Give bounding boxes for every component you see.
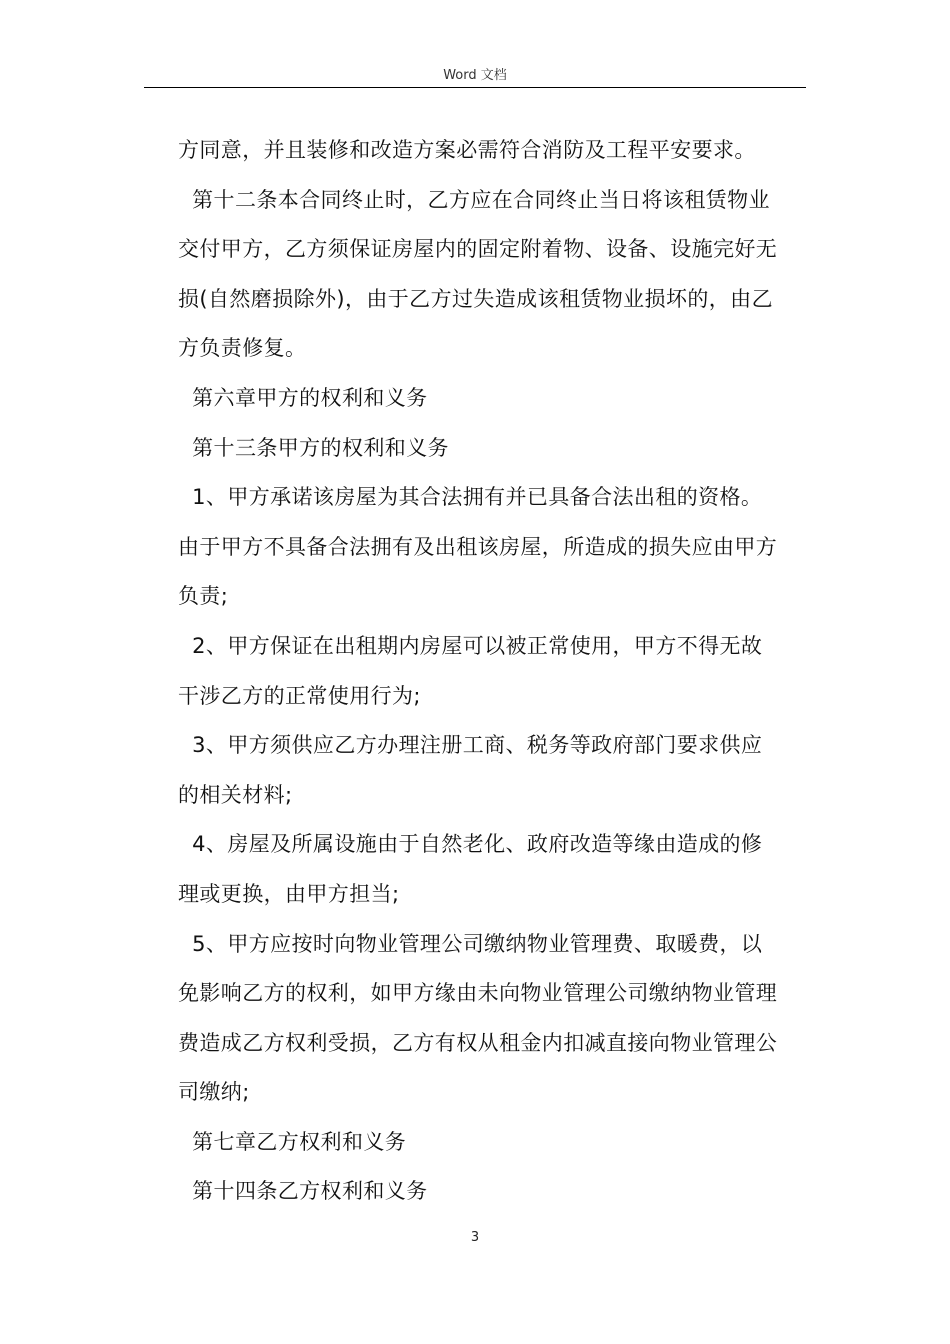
text-line: 的相关材料; — [178, 782, 293, 807]
text-line: 交付甲方，乙方须保证房屋内的固定附着物、设备、设施完好无 — [178, 237, 778, 262]
text-line: 理或更换，由甲方担当; — [178, 881, 400, 906]
text-line: 方同意，并且装修和改造方案必需符合消防及工程平安要求。 — [178, 138, 756, 162]
text-line: 由于甲方不具备合法拥有及出租该房屋，所造成的损失应由甲方 — [178, 534, 778, 559]
chapter-heading: 第六章甲方的权利和义务 — [178, 385, 428, 410]
text-line: 损(自然磨损除外)，由于乙方过失造成该租赁物业损坏的，由乙 — [178, 286, 773, 311]
chapter-heading: 第七章乙方权利和义务 — [178, 1129, 407, 1154]
document-body — [178, 126, 806, 1217]
text-line: 5、甲方应按时向物业管理公司缴纳物业管理费、取暖费，以 — [178, 931, 763, 956]
text-line: 干涉乙方的正常使用行为; — [178, 683, 421, 708]
text-line: 2、甲方保证在出租期内房屋可以被正常使用，甲方不得无故 — [178, 633, 763, 658]
page-header: Word 文档 — [443, 68, 507, 83]
text-line: 4、房屋及所属设施由于自然老化、政府改造等缘由造成的修 — [178, 832, 763, 857]
text-line: 免影响乙方的权利，如甲方缘由未向物业管理公司缴纳物业管理 — [178, 981, 778, 1006]
article-heading: 第十三条甲方的权利和义务 — [178, 435, 449, 460]
text-line: 负责; — [178, 584, 229, 609]
page-number: 3 — [470, 1230, 480, 1245]
text-line: 司缴纳; — [178, 1080, 250, 1105]
text-line: 第十二条本合同终止时，乙方应在合同终止当日将该租赁物业 — [178, 187, 770, 212]
text-line: 费造成乙方权利受损，乙方有权从租金内扣减直接向物业管理公 — [178, 1030, 778, 1055]
article-heading: 第十四条乙方权利和义务 — [178, 1179, 428, 1204]
header-divider — [144, 87, 806, 88]
text-line: 3、甲方须供应乙方办理注册工商、税务等政府部门要求供应 — [178, 733, 763, 758]
text-line: 方负责修复。 — [178, 336, 307, 361]
text-line: 1、甲方承诺该房屋为其合法拥有并已具备合法出租的资格。 — [178, 485, 763, 510]
